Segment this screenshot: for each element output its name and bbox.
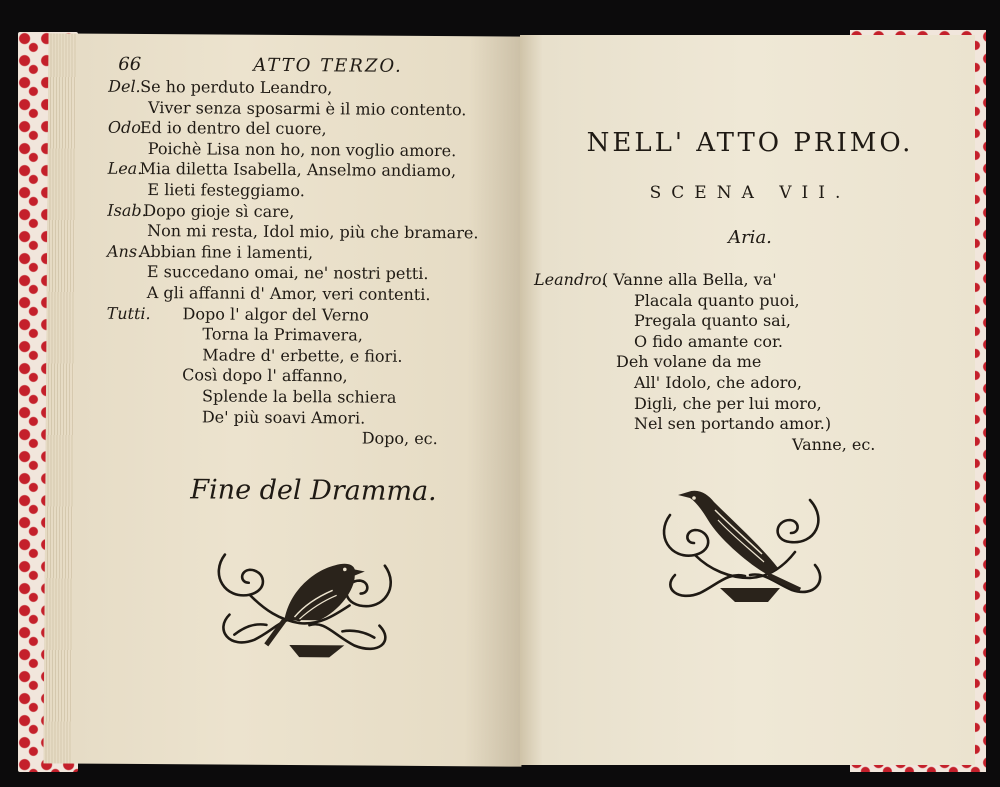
left-page	[43, 33, 526, 766]
speaker-label: Isab.	[107, 200, 147, 220]
dialogue-block	[106, 76, 479, 449]
verse-text: Digli, che per lui moro,	[634, 393, 822, 413]
speaker-label: Tutti.	[106, 303, 151, 323]
verse-text: Ed io dentro del cuore,	[139, 118, 327, 139]
bird-vignette-left	[204, 534, 405, 660]
verse-text: Così dopo l' affanno,	[182, 365, 348, 386]
running-head-title: ATTO TERZO.	[253, 54, 403, 77]
verse-text: Viver senza sposarmi è il mio contento.	[147, 97, 467, 119]
verse-text: Pregala quanto sai,	[634, 311, 791, 331]
verse-text: Se ho perduto Leandro,	[140, 76, 333, 98]
verse-text: Nel sen portando amor.)	[634, 414, 832, 434]
verse-text: ( Vanne alla Bella, va'	[602, 270, 777, 289]
speaker-label: Odo.	[107, 117, 146, 138]
verse-text: Placala quanto puoi,	[634, 290, 800, 310]
verse-text: Madre d' erbette, e fiori.	[202, 345, 403, 366]
verse-text: All' Idolo, che adoro,	[634, 372, 802, 392]
section-title: NELL' ATTO PRIMO.	[586, 128, 914, 158]
verse-text: E succedano omai, ne' nostri petti.	[146, 262, 429, 284]
speaker-label: Del.	[108, 76, 141, 96]
speaker-label: Lea.	[107, 159, 143, 179]
verse-text: O fido amante cor.	[634, 331, 783, 351]
verse-text: E lieti festeggiamo.	[147, 180, 305, 201]
verse-text: Non mi resta, Idol mio, più che bramare.	[147, 221, 479, 243]
verse-text: Torna la Primavera,	[202, 324, 363, 345]
verse-text: Vanne, ec.	[792, 434, 876, 454]
verse-text: Abbian fine i lamenti,	[138, 241, 314, 262]
verse-text: Deh volane da me	[616, 352, 762, 372]
verse-text: Mia diletta Isabella, Anselmo andiamo,	[139, 159, 457, 181]
verse-text: Splende la bella schiera	[201, 386, 397, 407]
verse-text: Dopo gioje sì care,	[143, 200, 295, 221]
running-head	[118, 53, 526, 77]
verse-text: A gli affanni d' Amor, veri contenti.	[146, 282, 431, 304]
verse-text: Dopo l' algor del Verno	[182, 303, 370, 325]
page-number: 66	[118, 53, 142, 75]
scene-heading: SCENA VII.	[649, 183, 851, 203]
aria-heading: Aria.	[728, 227, 772, 248]
verse-text: De' più soavi Amori.	[201, 406, 366, 428]
verse-text: Dopo, ec.	[361, 428, 438, 449]
closing-line: Fine del Dramma.	[190, 474, 437, 508]
bird-vignette-right	[650, 480, 830, 605]
speaker-label: Leandro.	[534, 270, 607, 289]
speaker-label: Ans.	[106, 241, 143, 261]
page-edges	[43, 33, 76, 763]
right-page	[520, 35, 975, 765]
verse-text: Poichè Lisa non ho, non voglio amore.	[147, 138, 457, 160]
